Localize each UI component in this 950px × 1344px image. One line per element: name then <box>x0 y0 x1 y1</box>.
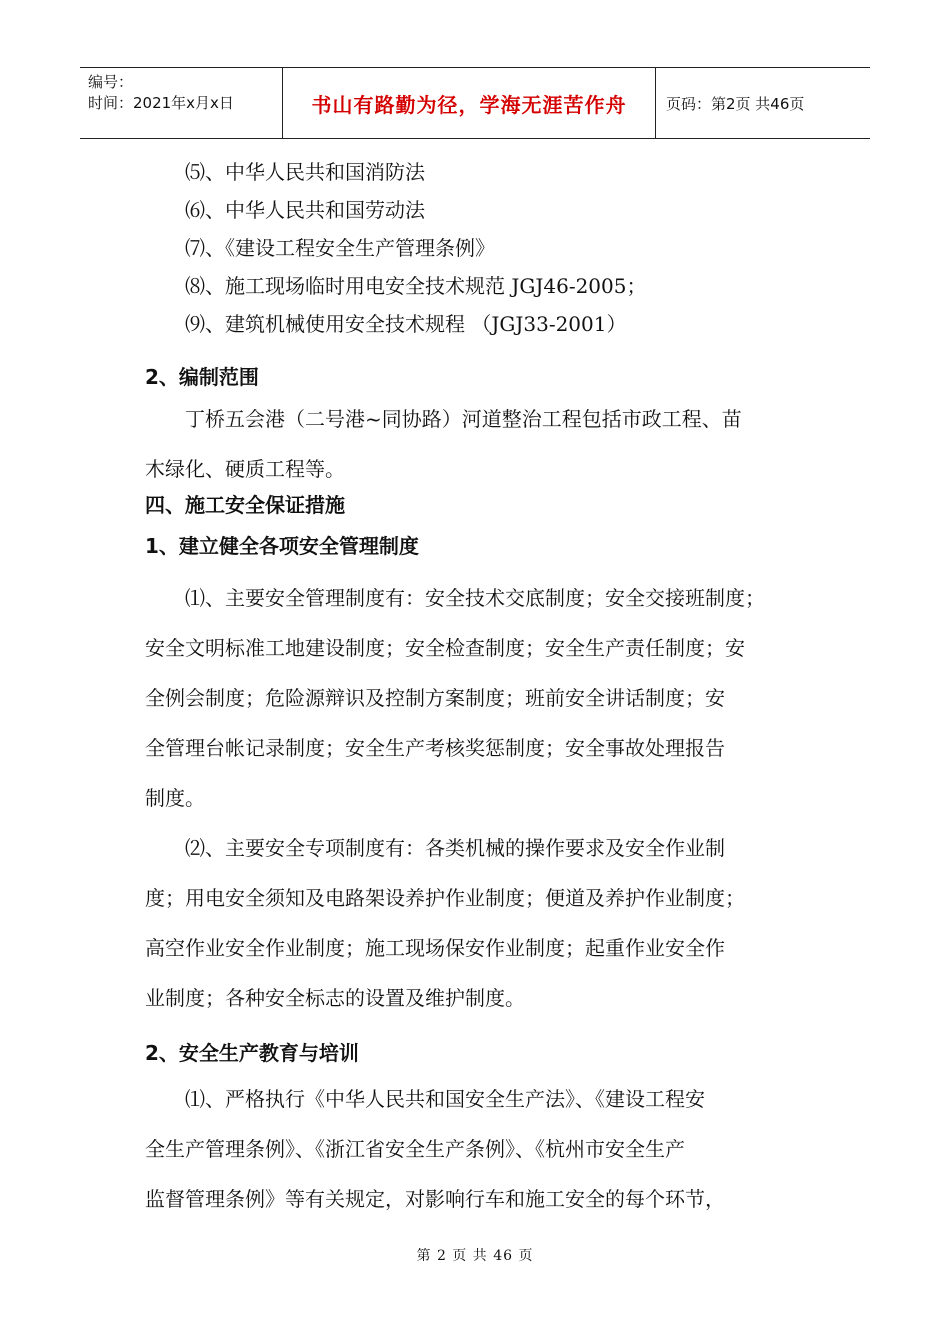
document-body <box>145 150 815 1224</box>
paragraph-line: ⑴、严格执行《中华人民共和国安全生产法》、《建设工程安 <box>185 1087 705 1111</box>
paragraph-line: 监督管理条例》等有关规定，对影响行车和施工安全的每个环节， <box>145 1187 725 1211</box>
paragraph-line: 全例会制度；危险源辩识及控制方案制度；班前安全讲话制度；安 <box>145 686 725 710</box>
paragraph-line: 全生产管理条例》、《浙江省安全生产条例》、《杭州市安全生产 <box>145 1137 685 1161</box>
header-number-label: 编号： <box>88 73 134 91</box>
section-heading-four: 四、施工安全保证措施 <box>145 493 345 517</box>
section-heading-scope: 2、编制范围 <box>145 365 259 389</box>
list-item: ⑺、《建设工程安全生产管理条例》 <box>185 236 495 260</box>
list-item: ⑼、建筑机械使用安全技术规程 （JGJ33-2001） <box>185 312 627 336</box>
education-paragraph <box>145 1074 815 1224</box>
paragraph-line: 安全文明标准工地建设制度；安全检查制度；安全生产责任制度；安 <box>145 636 745 660</box>
paragraph-line: 度；用电安全须知及电路架设养护作业制度；便道及养护作业制度； <box>145 886 745 910</box>
page-header <box>80 67 870 139</box>
paragraph-line: 木绿化、硬质工程等。 <box>145 457 345 481</box>
regulation-list <box>145 153 815 343</box>
header-meta-cell <box>80 68 282 138</box>
paragraph-line: 全管理台帐记录制度；安全生产考核奖惩制度；安全事故处理报告 <box>145 736 725 760</box>
paragraph-line: ⑴、主要安全管理制度有：安全技术交底制度；安全交接班制度； <box>185 586 765 610</box>
page-footer: 第 2 页 共 46 页 <box>416 1248 534 1264</box>
section-heading-one: 1、建立健全各项安全管理制度 <box>145 534 419 558</box>
list-item: ⑸、中华人民共和国消防法 <box>185 160 425 184</box>
list-item: ⑻、施工现场临时用电安全技术规范 JGJ46-2005； <box>185 274 647 298</box>
special-system-paragraph <box>145 823 815 1023</box>
paragraph-line: 丁桥五会港（二号港~同协路）河道整治工程包括市政工程、苗 <box>185 407 742 431</box>
section-heading-two: 2、安全生产教育与培训 <box>145 1041 359 1065</box>
list-item: ⑹、中华人民共和国劳动法 <box>185 198 425 222</box>
header-time-label: 时间：2021年x月x日 <box>88 94 234 112</box>
scope-paragraph <box>145 394 815 494</box>
paragraph-line: ⑵、主要安全专项制度有：各类机械的操作要求及安全作业制 <box>185 836 725 860</box>
header-motto: 书山有路勤为径，学海无涯苦作舟 <box>282 68 656 138</box>
paragraph-line: 制度。 <box>145 786 205 810</box>
header-page-info: 页码：第2页 共46页 <box>666 94 805 113</box>
safety-system-paragraph <box>145 573 815 823</box>
paragraph-line: 高空作业安全作业制度；施工现场保安作业制度；起重作业安全作 <box>145 936 725 960</box>
paragraph-line: 业制度；各种安全标志的设置及维护制度。 <box>145 986 525 1010</box>
